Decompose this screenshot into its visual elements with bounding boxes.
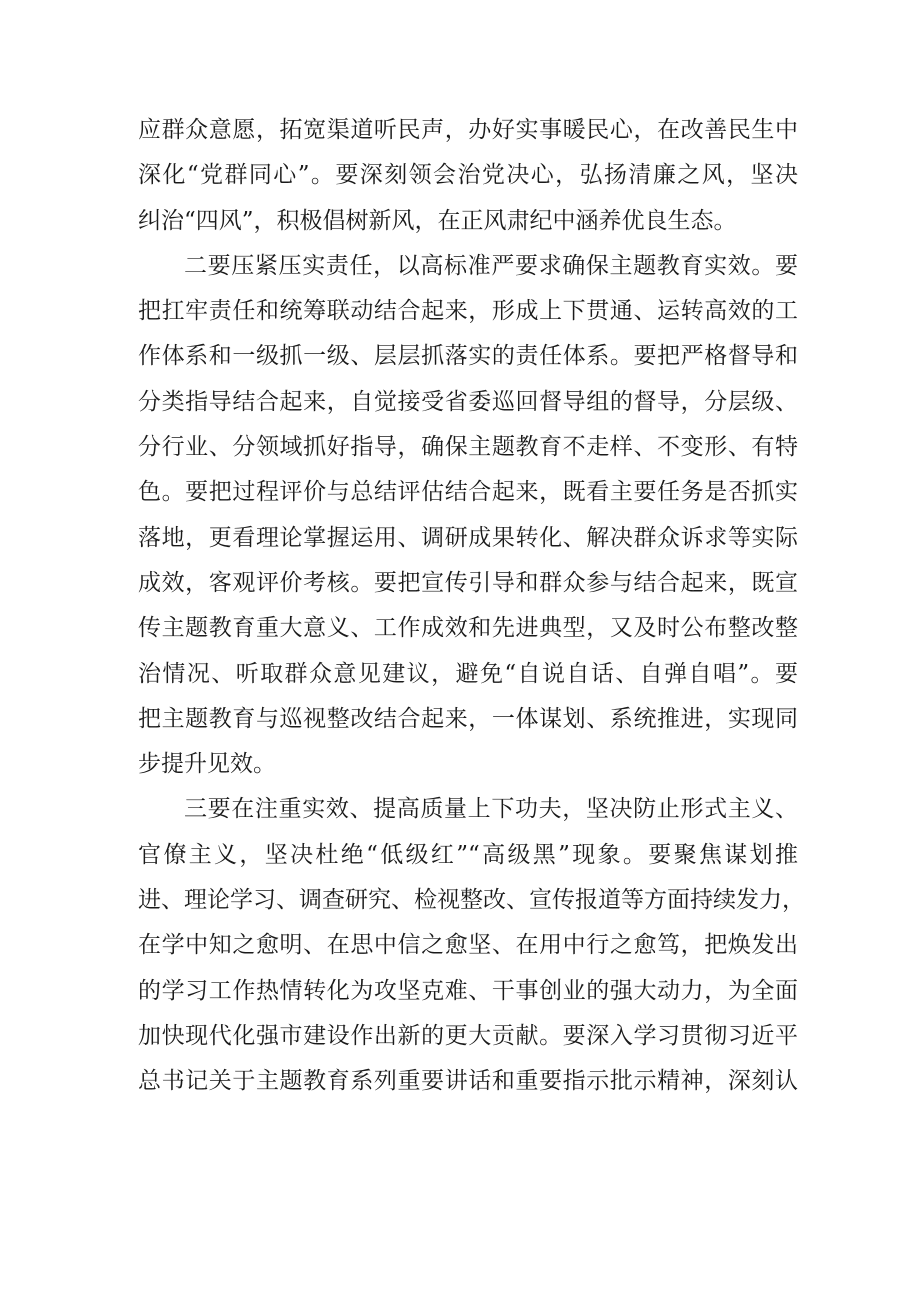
text-line: 三要在注重实效、提高质量上下功夫，坚决防止形式主义、 bbox=[184, 796, 798, 823]
text-line: 把主题教育与巡视整改结合起来，一体谋划、系统推进，实现同 bbox=[138, 705, 798, 732]
text-line: 深化“党群同心”。要深刻领会治党决心，弘扬清廉之风，坚决 bbox=[138, 162, 798, 189]
text-line: 传主题教育重大意义、工作成效和先进典型，又及时公布整改整 bbox=[138, 615, 798, 642]
text-line: 加快现代化强市建设作出新的更大贡献。要深入学习贯彻习近平 bbox=[138, 1022, 798, 1049]
document-body bbox=[138, 108, 805, 1105]
paragraph bbox=[138, 244, 798, 788]
text-line: 分行业、分领域抓好指导，确保主题教育不走样、不变形、有特 bbox=[138, 434, 798, 461]
text-line: 的学习工作热情转化为攻坚克难、干事创业的强大动力，为全面 bbox=[138, 977, 798, 1004]
text-line: 官僚主义，坚决杜绝“低级红”“高级黑”现象。要聚焦谋划推 bbox=[138, 841, 798, 868]
text-line: 纠治“四风”，积极倡树新风，在正风肃纪中涵养优良生态。 bbox=[138, 207, 737, 234]
text-line: 在学中知之愈明、在思中信之愈坚、在用中行之愈笃，把焕发出 bbox=[138, 932, 798, 959]
text-line: 进、理论学习、调查研究、检视整改、宣传报道等方面持续发力， bbox=[138, 887, 805, 914]
text-line: 作体系和一级抓一级、层层抓落实的责任体系。要把严格督导和 bbox=[138, 343, 798, 370]
text-line: 把扛牢责任和统筹联动结合起来，形成上下贯通、运转高效的工 bbox=[138, 298, 798, 325]
text-line: 应群众意愿，拓宽渠道听民声，办好实事暖民心，在改善民生中 bbox=[138, 117, 798, 143]
paragraph bbox=[138, 108, 798, 244]
text-line: 步提升见效。 bbox=[138, 751, 276, 778]
text-line: 治情况、听取群众意见建议，避免“自说自话、自弹自唱”。要 bbox=[138, 660, 798, 687]
text-line: 成效，客观评价考核。要把宣传引导和群众参与结合起来，既宣 bbox=[138, 569, 798, 596]
text-line: 色。要把过程评价与总结评估结合起来，既看主要任务是否抓实 bbox=[138, 479, 798, 506]
text-line: 二要压紧压实责任，以高标准严要求确保主题教育实效。要 bbox=[184, 252, 798, 279]
text-line: 分类指导结合起来，自觉接受省委巡回督导组的督导，分层级、 bbox=[138, 388, 798, 415]
paragraph bbox=[138, 787, 805, 1104]
text-line: 落地，更看理论掌握运用、调研成果转化、解决群众诉求等实际 bbox=[138, 524, 798, 551]
text-line: 总书记关于主题教育系列重要讲话和重要指示批示精神，深刻认 bbox=[138, 1068, 798, 1095]
